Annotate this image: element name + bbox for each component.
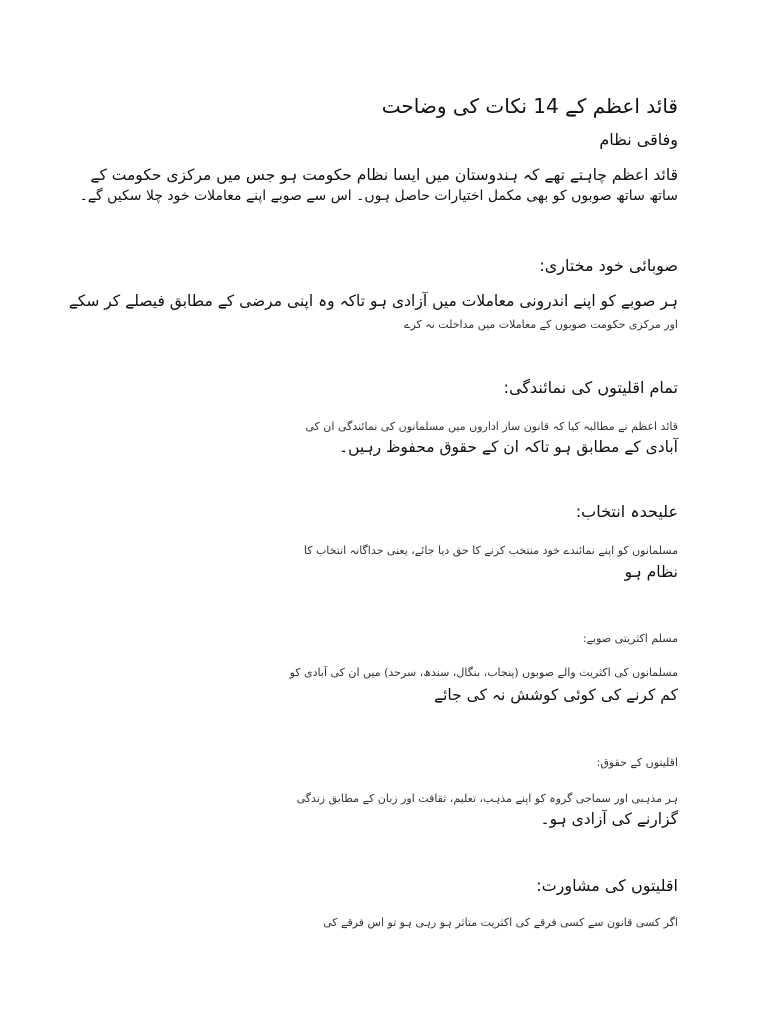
- section-heading: اقلیتوں کے حقوق:: [596, 756, 678, 769]
- section-subtitle: وفاقی نظام: [599, 130, 678, 149]
- section-heading: تمام اقلیتوں کی نمائندگی:: [503, 378, 678, 397]
- paragraph-line: ہر مذہبی اور سماجی گروہ کو اپنے مذہب، تعلیم، ثقافت اور زبان کے مطابق زندگی: [296, 792, 678, 805]
- paragraph-line: نظام ہو: [624, 563, 678, 581]
- section-heading: علیحدہ انتخاب:: [575, 502, 678, 521]
- paragraph-line: اور مرکزی حکومت صوبوں کے معاملات میں مداخلت نہ کرے: [404, 318, 678, 331]
- paragraph-line: گزارنے کی آزادی ہو۔: [540, 810, 678, 828]
- paragraph-line: مسلمانوں کی اکثریت والے صوبوں (پنجاب، بنگال، سندھ، سرحد) میں ان کی آبادی کو: [289, 666, 678, 679]
- section-heading: اقلیتوں کی مشاورت:: [536, 876, 678, 895]
- paragraph-line: قائد اعظم نے مطالبہ کیا کہ قانون ساز اداروں میں مسلمانوں کی نمائندگی ان کی: [305, 420, 678, 433]
- paragraph-line: قائد اعظم چاہتے تھے کہ ہندوستان میں ایسا نظام حکومت ہو جس میں مرکزی حکومت کے: [90, 166, 678, 184]
- document-title: قائد اعظم کے 14 نکات کی وضاحت: [381, 94, 678, 118]
- paragraph-line: آبادی کے مطابق ہو تاکہ ان کے حقوق محفوظ رہیں۔: [339, 438, 678, 456]
- section-heading: صوبائی خود مختاری:: [539, 256, 678, 275]
- paragraph-line: مسلمانوں کو اپنے نمائندے خود منتخب کرنے کا حق دیا جائے، یعنی جداگانہ انتخاب کا: [303, 544, 678, 557]
- paragraph-line: ساتھ ساتھ صوبوں کو بھی مکمل اختیارات حاصل ہوں۔ اس سے صوبے اپنے معاملات خود چلا سکیں گے۔: [79, 188, 678, 204]
- paragraph-line: کم کرنے کی کوئی کوشش نہ کی جائے: [434, 686, 678, 704]
- paragraph-line: اگر کسی قانون سے کسی فرقے کی اکثریت متاثر ہو رہی ہو تو اس فرقے کی: [323, 916, 678, 929]
- paragraph-line: ہر صوبے کو اپنے اندرونی معاملات میں آزادی ہو تاکہ وہ اپنی مرضی کے مطابق فیصلے کر سکے: [68, 292, 678, 310]
- section-heading: مسلم اکثریتی صوبے:: [582, 632, 678, 645]
